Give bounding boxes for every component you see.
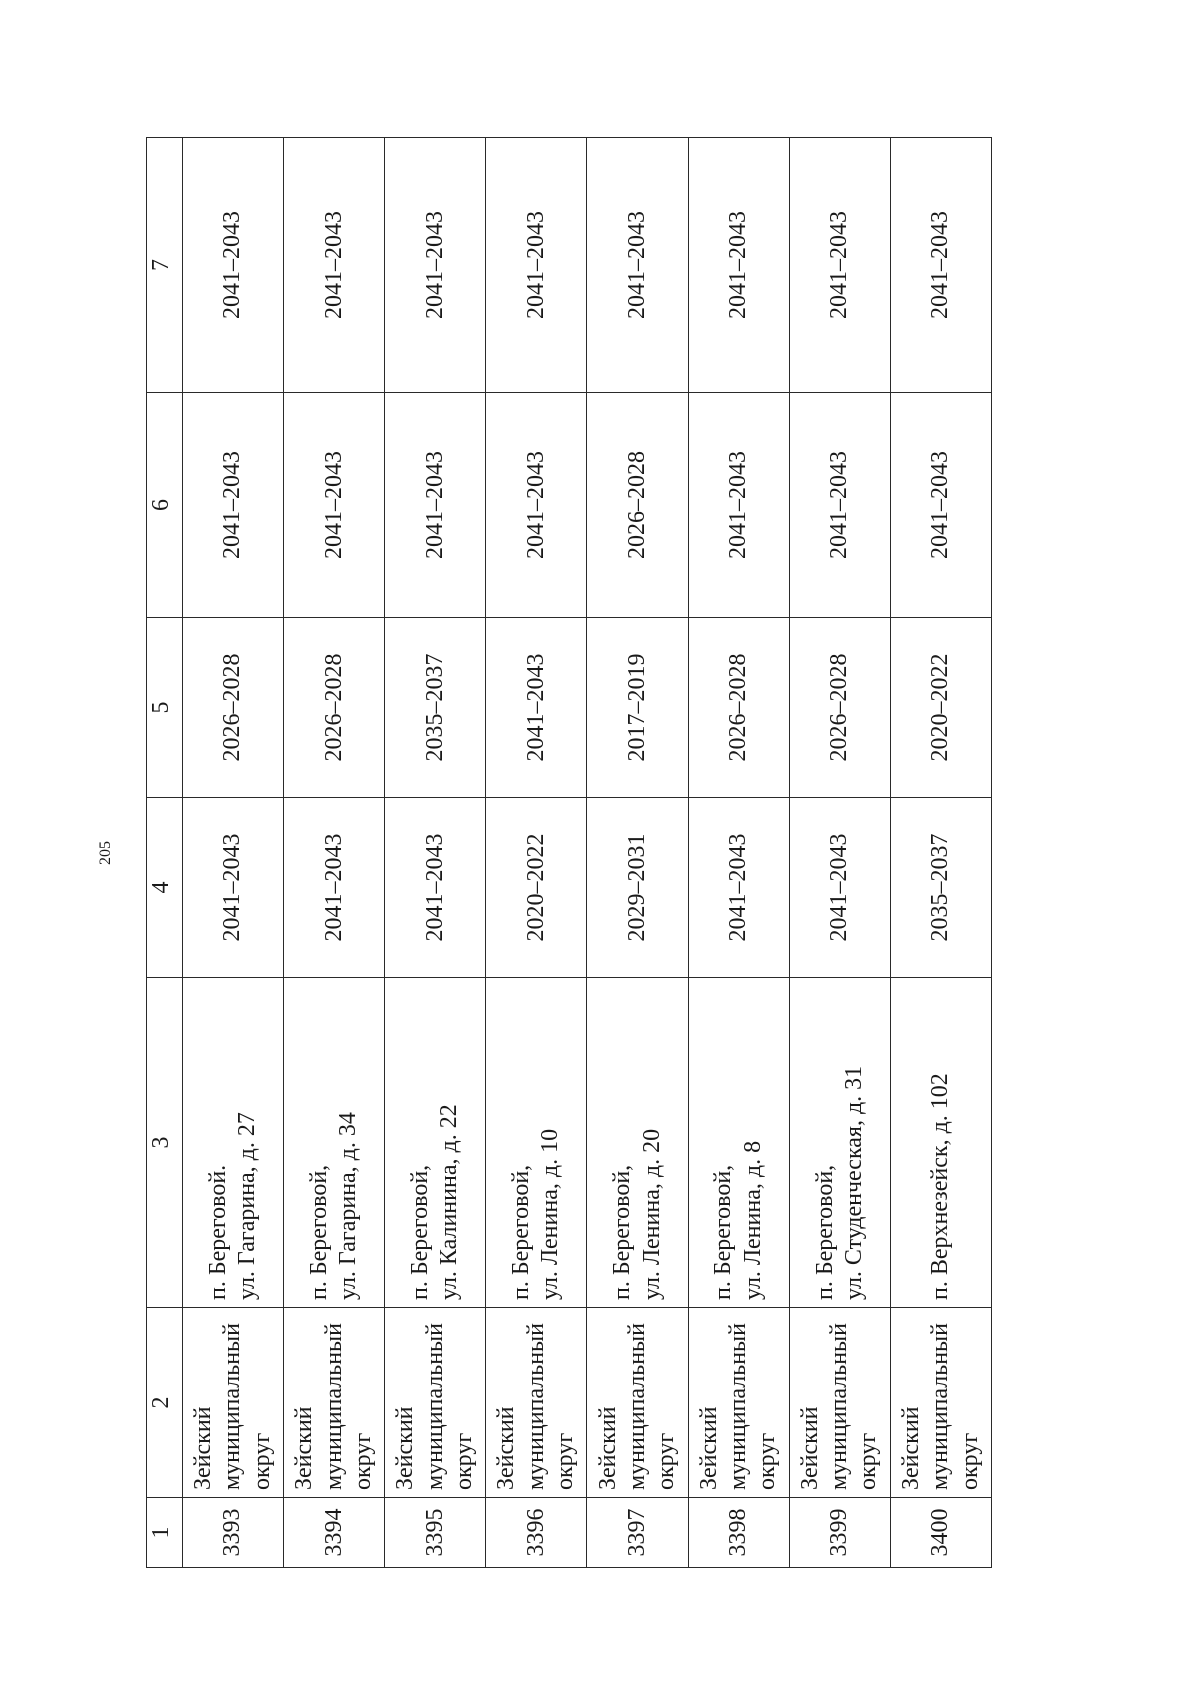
district-line: муниципальный bbox=[826, 1322, 853, 1490]
period-cell-c4: 2029–2031 bbox=[587, 798, 688, 978]
district-line: Зейский bbox=[594, 1406, 621, 1490]
address-line: п. Береговой, bbox=[710, 1164, 737, 1300]
table-row bbox=[587, 138, 688, 1568]
address-cell bbox=[688, 978, 789, 1308]
district-line: округ bbox=[450, 1432, 477, 1490]
district-cell bbox=[789, 1308, 890, 1498]
district-line: округ bbox=[754, 1432, 781, 1490]
address-cell bbox=[587, 978, 688, 1308]
address-line: п. Береговой, bbox=[305, 1164, 332, 1300]
district-line: муниципальный bbox=[219, 1322, 246, 1490]
district-line: муниципальный bbox=[623, 1322, 650, 1490]
district-line: Зейский bbox=[190, 1406, 217, 1490]
address-line: ул. Калинина, д. 22 bbox=[436, 1104, 463, 1300]
period-cell-c7: 2041–2043 bbox=[486, 138, 587, 393]
header-cell: 6 bbox=[147, 393, 183, 618]
address-line: ул. Ленина, д. 10 bbox=[537, 1128, 564, 1300]
period-cell-c5: 2041–2043 bbox=[486, 618, 587, 798]
period-cell-c5: 2026–2028 bbox=[182, 618, 283, 798]
district-line: муниципальный bbox=[927, 1322, 954, 1490]
header-cell: 7 bbox=[147, 138, 183, 393]
address-line: ул. Студенческая, д. 31 bbox=[840, 1065, 867, 1300]
period-cell-c6: 2041–2043 bbox=[182, 393, 283, 618]
table-body bbox=[147, 138, 992, 1568]
address-line: п. Береговой. bbox=[204, 1164, 231, 1300]
address-cell bbox=[284, 978, 385, 1308]
period-cell-c6: 2041–2043 bbox=[688, 393, 789, 618]
period-cell-c6: 2041–2043 bbox=[890, 393, 991, 618]
address-line: п. Береговой, bbox=[508, 1164, 535, 1300]
period-cell-c4: 2041–2043 bbox=[385, 798, 486, 978]
address-line: ул. Ленина, д. 8 bbox=[739, 1140, 766, 1300]
address-cell bbox=[182, 978, 283, 1308]
period-cell-c5: 2017–2019 bbox=[587, 618, 688, 798]
period-cell-c6: 2026–2028 bbox=[587, 393, 688, 618]
row-number-cell: 3396 bbox=[486, 1498, 587, 1568]
table-row bbox=[486, 138, 587, 1568]
district-line: Зейский bbox=[392, 1406, 419, 1490]
header-cell: 3 bbox=[147, 978, 183, 1308]
district-cell bbox=[385, 1308, 486, 1498]
header-cell: 5 bbox=[147, 618, 183, 798]
district-cell bbox=[486, 1308, 587, 1498]
address-line: ул. Ленина, д. 20 bbox=[638, 1128, 665, 1300]
period-cell-c4: 2041–2043 bbox=[182, 798, 283, 978]
address-cell bbox=[385, 978, 486, 1308]
period-cell-c5: 2026–2028 bbox=[688, 618, 789, 798]
district-line: округ bbox=[248, 1432, 275, 1490]
header-cell: 4 bbox=[147, 798, 183, 978]
address-cell bbox=[789, 978, 890, 1308]
district-cell bbox=[587, 1308, 688, 1498]
address-line: ул. Гагарина, д. 27 bbox=[234, 1112, 261, 1300]
district-cell bbox=[890, 1308, 991, 1498]
period-cell-c7: 2041–2043 bbox=[890, 138, 991, 393]
district-line: Зейский bbox=[695, 1406, 722, 1490]
period-cell-c7: 2041–2043 bbox=[789, 138, 890, 393]
period-cell-c6: 2041–2043 bbox=[284, 393, 385, 618]
page-number: 205 bbox=[97, 841, 114, 865]
district-cell bbox=[688, 1308, 789, 1498]
district-line: округ bbox=[349, 1432, 376, 1490]
address-line: п. Верхнезейск, д. 102 bbox=[927, 1073, 954, 1300]
period-cell-c5: 2020–2022 bbox=[890, 618, 991, 798]
district-line: округ bbox=[653, 1432, 680, 1490]
district-line: муниципальный bbox=[725, 1322, 751, 1490]
period-cell-c6: 2041–2043 bbox=[385, 393, 486, 618]
address-cell bbox=[890, 978, 991, 1308]
district-cell bbox=[182, 1308, 283, 1498]
district-line: муниципальный bbox=[320, 1322, 347, 1490]
period-cell-c7: 2041–2043 bbox=[385, 138, 486, 393]
period-cell-c5: 2026–2028 bbox=[284, 618, 385, 798]
table-header-row bbox=[147, 138, 183, 1568]
period-cell-c5: 2026–2028 bbox=[789, 618, 890, 798]
district-line: муниципальный bbox=[421, 1322, 448, 1490]
period-cell-c6: 2041–2043 bbox=[789, 393, 890, 618]
table-container bbox=[146, 138, 992, 1568]
district-cell bbox=[284, 1308, 385, 1498]
district-line: Зейский bbox=[898, 1406, 925, 1490]
table-row bbox=[688, 138, 789, 1568]
period-cell-c4: 2020–2022 bbox=[486, 798, 587, 978]
row-number-cell: 3400 bbox=[890, 1498, 991, 1568]
district-line: муниципальный bbox=[522, 1322, 549, 1490]
period-cell-c7: 2041–2043 bbox=[587, 138, 688, 393]
register-table bbox=[146, 137, 992, 1568]
table-row bbox=[182, 138, 283, 1568]
address-line: п. Береговой, bbox=[609, 1164, 636, 1300]
period-cell-c4: 2035–2037 bbox=[890, 798, 991, 978]
header-cell: 1 bbox=[147, 1498, 183, 1568]
table-row bbox=[284, 138, 385, 1568]
address-line: п. Береговой, bbox=[811, 1164, 838, 1300]
header-cell: 2 bbox=[147, 1308, 183, 1498]
district-line: округ bbox=[552, 1432, 579, 1490]
table-row bbox=[890, 138, 991, 1568]
district-line: округ bbox=[956, 1432, 983, 1490]
period-cell-c4: 2041–2043 bbox=[284, 798, 385, 978]
table-row bbox=[789, 138, 890, 1568]
table-row bbox=[385, 138, 486, 1568]
period-cell-c6: 2041–2043 bbox=[486, 393, 587, 618]
district-line: Зейский bbox=[796, 1406, 823, 1490]
period-cell-c5: 2035–2037 bbox=[385, 618, 486, 798]
period-cell-c4: 2041–2043 bbox=[789, 798, 890, 978]
row-number-cell: 3398 bbox=[688, 1498, 789, 1568]
period-cell-c4: 2041–2043 bbox=[688, 798, 789, 978]
row-number-cell: 3397 bbox=[587, 1498, 688, 1568]
period-cell-c7: 2041–2043 bbox=[284, 138, 385, 393]
row-number-cell: 3395 bbox=[385, 1498, 486, 1568]
period-cell-c7: 2041–2043 bbox=[182, 138, 283, 393]
district-line: округ bbox=[855, 1432, 882, 1490]
district-line: Зейский bbox=[493, 1406, 520, 1490]
address-cell bbox=[486, 978, 587, 1308]
row-number-cell: 3393 bbox=[182, 1498, 283, 1568]
address-line: п. Береговой, bbox=[407, 1164, 433, 1300]
row-number-cell: 3399 bbox=[789, 1498, 890, 1568]
row-number-cell: 3394 bbox=[284, 1498, 385, 1568]
period-cell-c7: 2041–2043 bbox=[688, 138, 789, 393]
address-line: ул. Гагарина, д. 34 bbox=[335, 1112, 362, 1300]
district-line: Зейский bbox=[291, 1406, 318, 1490]
